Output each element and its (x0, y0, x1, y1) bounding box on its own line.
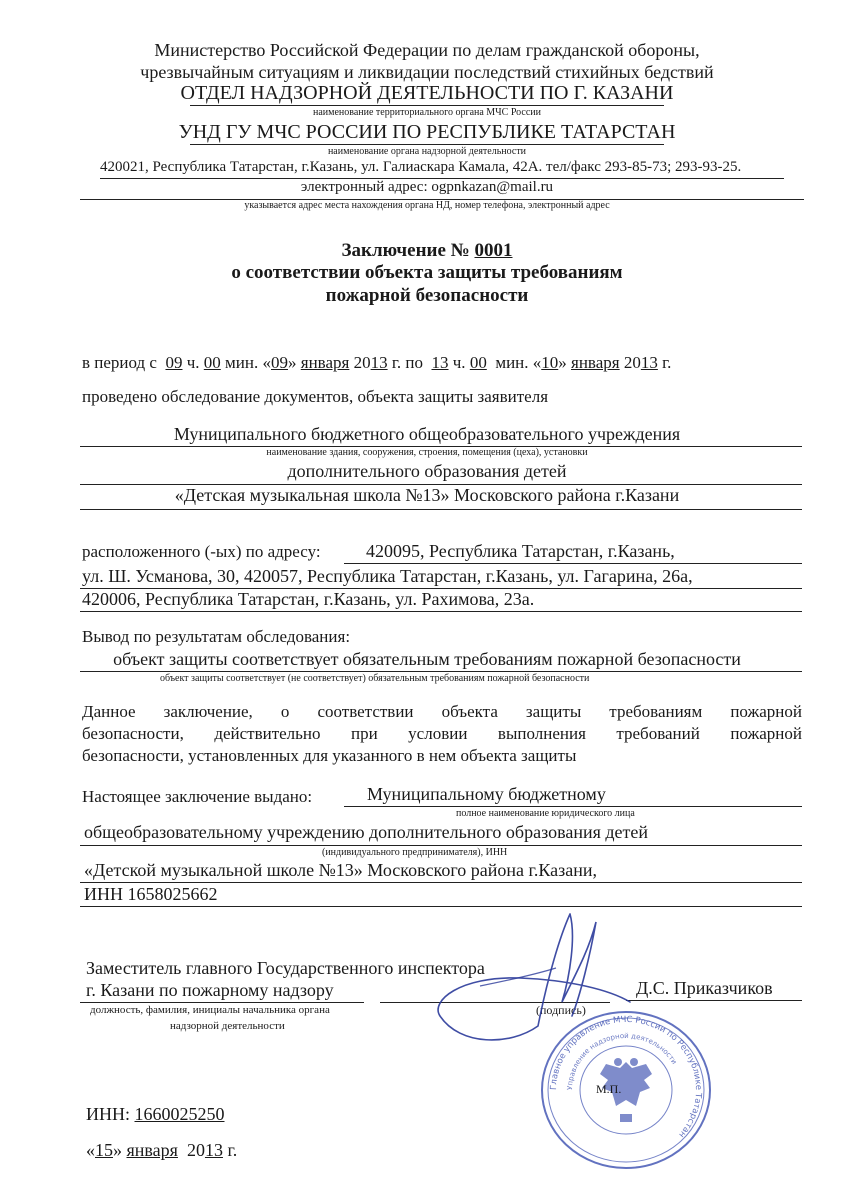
title-prefix: Заключение № (341, 240, 470, 261)
issued-underline-3 (80, 882, 802, 883)
title-number: 0001 (474, 240, 513, 261)
organization-inn (86, 1104, 225, 1125)
signer-position-line-2: г. Казани по пожарному надзору (86, 980, 334, 1000)
period-text: г. по (391, 353, 423, 372)
issued-line-4: ИНН 1658025662 (84, 884, 218, 904)
department-caption: наименование территориального органа МЧС России (313, 107, 541, 118)
location-line-3: 420006, Республика Татарстан, г.Казань, ул. Рахимова, 23а. (82, 589, 535, 609)
signature-caption: (подпись) (536, 1003, 586, 1017)
period-to-month: января (571, 353, 620, 372)
period-text: ч. (186, 353, 200, 372)
stamp-place-label: М.П. (596, 1082, 622, 1096)
period-text: мин. « (225, 353, 271, 372)
period-text: 20 (353, 353, 371, 372)
issued-underline-1 (344, 806, 802, 807)
period-from-day: 09 (271, 353, 288, 372)
conclusion-value: объект защиты соответствует обязательным требованиям пожарной безопасности (113, 649, 741, 669)
conclusion-label: Вывод по результатам обследования: (82, 627, 351, 646)
date-text: г. (227, 1140, 238, 1160)
period-text: мин. « (495, 353, 542, 372)
location-line-1: 420095, Республика Татарстан, г.Казань, (366, 541, 675, 561)
inn-value: 1660025250 (134, 1104, 225, 1124)
period-text: » (558, 353, 567, 372)
period-from-hour: 09 (165, 353, 183, 372)
date-text: » (113, 1140, 122, 1160)
period-to-hour: 13 (431, 353, 449, 372)
object-underline-3 (80, 509, 802, 510)
issued-caption-2: (индивидуального предпринимателя), ИНН (322, 847, 508, 858)
signer-caption-2: надзорной деятельности (170, 1020, 285, 1032)
inspection-period (82, 353, 671, 373)
signer-caption-1: должность, фамилия, инициалы начальника органа (90, 1004, 330, 1016)
date-text: 20 (186, 1140, 205, 1160)
object-caption: наименование здания, сооружения, строения, помещения (цеха), установки (266, 447, 588, 458)
date-text: « (86, 1140, 95, 1160)
location-underline-1 (344, 563, 802, 564)
period-text: ч. (452, 353, 466, 372)
period-text: г. (662, 353, 672, 372)
conclusion-caption: объект защиты соответствует (не соответствует) обязательным требованиям пожарной безопасности (160, 673, 590, 684)
department-name: ОТДЕЛ НАДЗОРНОЙ ДЕЯТЕЛЬНОСТИ ПО Г. КАЗАНИ (180, 82, 674, 104)
validity-line-3: безопасности, установленных для указанного в нем объекта защиты (82, 746, 577, 765)
organ-caption: наименование органа надзорной деятельности (327, 146, 527, 157)
name-underline (626, 1000, 802, 1001)
document-title (0, 240, 854, 262)
position-underline (80, 1002, 364, 1003)
period-to-year: 13 (640, 353, 658, 372)
issued-caption-1: полное наименование юридического лица (456, 808, 635, 819)
title-line-3: пожарной безопасности (325, 285, 529, 306)
organ-name: УНД ГУ МЧС РОССИИ ПО РЕСПУБЛИКЕ ТАТАРСТАН (178, 121, 676, 143)
ministry-line-1: Министерство Российской Федерации по делам гражданской обороны, (154, 40, 700, 60)
date-month: января (126, 1140, 178, 1160)
period-to-minute: 00 (469, 353, 487, 372)
location-line-2: ул. Ш. Усманова, 30, 420057, Республика Татарстан, г.Казань, ул. Гагарина, 26а, (82, 566, 693, 586)
department-underline (190, 105, 664, 106)
date-day: 15 (95, 1140, 113, 1160)
signer-position-line-1: Заместитель главного Государственного инспектора (86, 958, 485, 978)
signer-name: Д.С. Приказчиков (636, 978, 773, 998)
period-from-year: 13 (370, 353, 388, 372)
period-text: 20 (623, 353, 641, 372)
issued-line-1: Муниципальному бюджетному (367, 784, 606, 804)
inn-label: ИНН: (86, 1104, 130, 1124)
validity-line-1: Данное заключение, о соответствии объекта защиты требованиям пожарной (82, 702, 802, 721)
issued-underline-2 (80, 845, 802, 846)
location-label: расположенного (-ых) по адресу: (82, 542, 321, 561)
period-text: » (288, 353, 297, 372)
stamp-outer-text: Главное управление МЧС России по Республике Татарстан (548, 1014, 704, 1140)
location-underline-3 (80, 611, 802, 612)
stamp-inner-text: Управление надзорной деятельности (565, 1031, 679, 1091)
survey-intro: проведено обследование документов, объекта защиты заявителя (82, 387, 549, 406)
period-to-day: 10 (541, 353, 559, 372)
address-caption: указывается адрес места нахождения органа НД, номер телефона, электронный адрес (244, 200, 610, 211)
period-text: в период с (82, 353, 157, 372)
organ-email: электронный адрес: ogpnkazan@mail.ru (300, 179, 554, 195)
date-year: 13 (204, 1140, 223, 1160)
issue-date (86, 1140, 237, 1161)
object-name-line-2: дополнительного образования детей (287, 461, 567, 481)
ministry-line-2: чрезвычайным ситуациям и ликвидации последствий стихийных бедствий (140, 62, 714, 82)
title-line-2: о соответствии объекта защиты требованиям (231, 262, 623, 283)
handwritten-signature (420, 906, 640, 1056)
period-from-month: января (300, 353, 350, 372)
object-name-line-3: «Детская музыкальная школа №13» Московского района г.Казани (174, 485, 680, 505)
organ-address: 420021, Республика Татарстан, г.Казань, ул. Галиаскара Камала, 42А. тел/факс 293-85-73; 293-93-25. (100, 159, 742, 175)
period-from-minute: 00 (203, 353, 221, 372)
conclusion-underline (80, 671, 802, 672)
issued-line-3: «Детской музыкальной школе №13» Московского района г.Казани, (84, 860, 597, 880)
object-name-line-1: Муниципального бюджетного общеобразовательного учреждения (173, 424, 681, 444)
validity-line-2: безопасности, действительно при условии выполнения требований пожарной (82, 724, 802, 743)
organ-underline (190, 144, 664, 145)
issued-label: Настоящее заключение выдано: (82, 787, 313, 806)
issued-line-2: общеобразовательному учреждению дополнительного образования детей (84, 822, 649, 842)
